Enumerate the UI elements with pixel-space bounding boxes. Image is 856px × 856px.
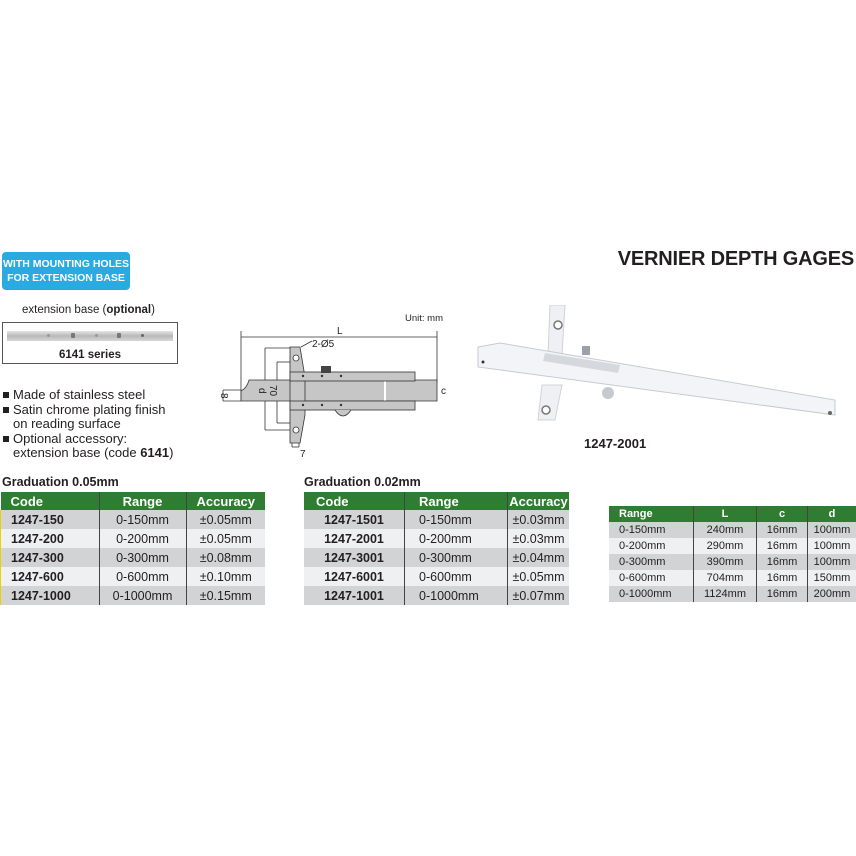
cell-code: 1247-1000: [1, 586, 100, 605]
ext-label-prefix: extension base (: [22, 304, 107, 316]
cell-code: 1247-150: [1, 510, 100, 529]
dim-d-label: d: [256, 388, 267, 394]
ext-label-bold: optional: [106, 304, 152, 316]
cell-accuracy: ±0.10mm: [186, 567, 265, 586]
extension-base-label: [22, 304, 155, 316]
cell-c: 16mm: [757, 570, 808, 586]
cell-d: 100mm: [808, 522, 856, 538]
extension-series-label: 6141 series: [58, 349, 122, 361]
cell-range: 0-300mm: [609, 554, 694, 570]
dim-L-label: L: [337, 326, 343, 337]
table-graduation-005: [0, 492, 265, 605]
cell-L: 290mm: [694, 538, 757, 554]
table-002-title: Graduation 0.02mm: [304, 475, 421, 489]
cell-c: 16mm: [757, 522, 808, 538]
dim-70-label: 70: [267, 385, 278, 397]
feature-text-cont: on reading surface: [13, 416, 121, 431]
col-header-c: c: [757, 506, 808, 522]
cell-code: 1247-3001: [304, 548, 405, 567]
cell-accuracy: ±0.07mm: [508, 586, 570, 605]
cell-range: 0-600mm: [99, 567, 186, 586]
cell-c: 16mm: [757, 586, 808, 602]
cell-d: 150mm: [808, 570, 856, 586]
mounting-holes-badge: [2, 252, 130, 290]
cell-L: 390mm: [694, 554, 757, 570]
unit-label: Unit: mm: [405, 313, 443, 324]
depth-gage-photo: [470, 305, 840, 425]
extension-base-image: [2, 322, 178, 364]
table-row: [304, 510, 569, 529]
cell-range: 0-300mm: [99, 548, 186, 567]
feature-code: 6141: [140, 445, 170, 460]
cell-accuracy: ±0.05mm: [508, 567, 570, 586]
cell-code: 1247-300: [1, 548, 100, 567]
badge-line-2: FOR EXTENSION BASE: [7, 272, 125, 284]
feature-text-end: ): [169, 445, 174, 460]
feature-text: Made of stainless steel: [13, 387, 146, 402]
dim-7-label: 7: [300, 449, 306, 460]
table-row: [1, 586, 266, 605]
col-header-L: L: [694, 506, 757, 522]
cell-range: 0-600mm: [609, 570, 694, 586]
cell-accuracy: ±0.05mm: [186, 510, 265, 529]
table-row: [304, 529, 569, 548]
col-header-range: Range: [99, 492, 186, 510]
feature-text: Optional accessory:: [13, 430, 128, 446]
table-row: [1, 567, 266, 586]
cell-code: 1247-600: [1, 567, 100, 586]
cell-c: 16mm: [757, 554, 808, 570]
ext-label-suffix: ): [151, 304, 155, 316]
cell-code: 1247-6001: [304, 567, 405, 586]
table-graduation-002: [304, 492, 569, 605]
cell-L: 240mm: [694, 522, 757, 538]
table-row: [1, 529, 266, 548]
cell-L: 704mm: [694, 570, 757, 586]
feature-list: [2, 388, 173, 461]
col-header-code: Code: [1, 492, 100, 510]
col-header-d: d: [808, 506, 856, 522]
cell-d: 100mm: [808, 538, 856, 554]
col-header-accuracy: Accuracy: [186, 492, 265, 510]
cell-range: 0-1000mm: [609, 586, 694, 602]
cell-range: 0-1000mm: [99, 586, 186, 605]
table-row: [1, 548, 266, 567]
feature-text: Satin chrome plating finish: [13, 401, 166, 417]
col-header-accuracy: Accuracy: [509, 493, 568, 509]
table-row: [609, 554, 856, 570]
dim-c-label: c: [441, 386, 446, 397]
cell-accuracy: ±0.03mm: [508, 510, 570, 529]
feature-item: [2, 403, 173, 432]
cell-accuracy: ±0.05mm: [186, 529, 265, 548]
cell-accuracy: ±0.08mm: [186, 548, 265, 567]
table-dimensions: [609, 506, 856, 602]
cell-accuracy: ±0.04mm: [508, 548, 570, 567]
cell-L: 1124mm: [694, 586, 757, 602]
feature-item: [2, 388, 173, 403]
cell-range: 0-600mm: [405, 567, 508, 586]
cell-code: 1247-2001: [304, 529, 405, 548]
table-row: [609, 570, 856, 586]
cell-d: 100mm: [808, 554, 856, 570]
cell-range: 0-300mm: [405, 548, 508, 567]
photo-caption: 1247-2001: [584, 436, 647, 451]
col-header-range: Range: [609, 506, 694, 522]
cell-range: 0-1000mm: [405, 586, 508, 605]
cell-d: 200mm: [808, 586, 856, 602]
feature-text-cont: extension base (code: [13, 445, 141, 460]
col-header-code: Code: [304, 492, 405, 510]
cell-c: 16mm: [757, 538, 808, 554]
cell-range: 0-200mm: [405, 529, 508, 548]
col-header-range: Range: [405, 492, 508, 510]
page-title: VERNIER DEPTH GAGES: [617, 248, 854, 270]
cell-range: 0-150mm: [99, 510, 186, 529]
cell-accuracy: ±0.15mm: [186, 586, 265, 605]
table-row: [1, 510, 266, 529]
table-005-title: Graduation 0.05mm: [2, 475, 119, 489]
extension-bar-icon: [7, 331, 173, 341]
table-row: [304, 586, 569, 605]
dim-8-label: 8: [218, 393, 229, 399]
table-row: [609, 522, 856, 538]
cell-range: 0-200mm: [609, 538, 694, 554]
cell-code: 1247-200: [1, 529, 100, 548]
cell-code: 1247-1501: [304, 510, 405, 529]
table-row: [304, 567, 569, 586]
cell-accuracy: ±0.03mm: [508, 529, 570, 548]
depth-gage-diagram: [215, 325, 450, 460]
table-row: [304, 548, 569, 567]
cell-range: 0-150mm: [405, 510, 508, 529]
dim-holes-label: 2-Ø5: [312, 339, 335, 350]
table-row: [609, 538, 856, 554]
cell-range: 0-150mm: [609, 522, 694, 538]
badge-line-1: WITH MOUNTING HOLES: [3, 258, 129, 270]
cell-range: 0-200mm: [99, 529, 186, 548]
cell-code: 1247-1001: [304, 586, 405, 605]
feature-item: [2, 432, 173, 461]
table-row: [609, 586, 856, 602]
